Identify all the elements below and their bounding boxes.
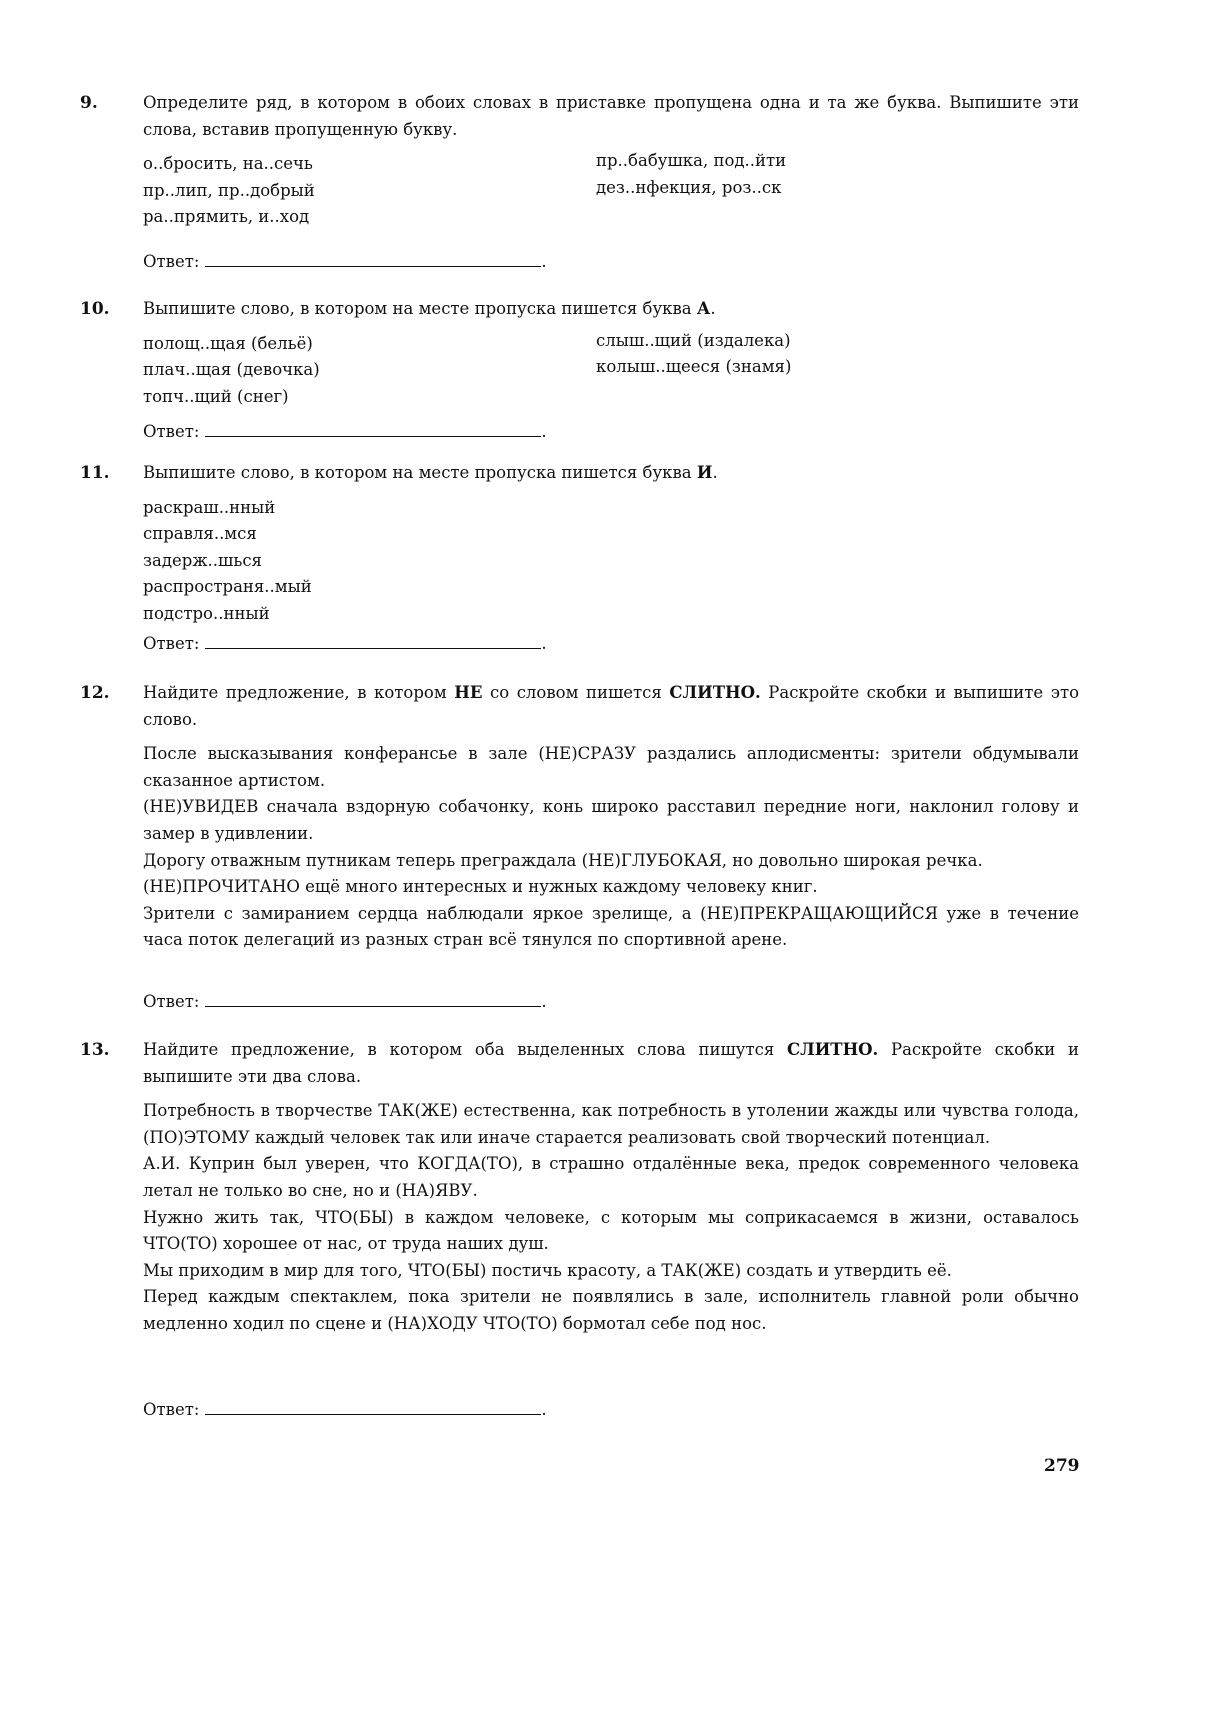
word-option: о..бросить, на..сечь <box>143 154 313 174</box>
answer-label: Ответ: <box>143 252 200 271</box>
answer-field: Ответ: . <box>143 418 547 446</box>
answer-field: Ответ: . <box>143 248 547 276</box>
prompt-text: Выпишите слово, в котором на месте пропуска пишется буква <box>143 463 697 482</box>
sentence-option: После высказывания конферансье в зале (НЕ)СРАЗУ раздались аплодисменты: зрители обдумывали сказанное артистом. <box>143 744 1079 790</box>
prompt-bold: И <box>696 463 713 482</box>
answer-line[interactable] <box>205 630 541 649</box>
word-option: плач..щая (девочка) <box>143 360 320 380</box>
answer-line[interactable] <box>205 1396 541 1415</box>
sentence-option: Зрители с замиранием сердца наблюдали яркое зрелище, а (НЕ)ПРЕКРАЩАЮЩИЙСЯ уже в течение часа поток делегаций из разных стран всё тянулся по спортивной арене. <box>143 903 1079 950</box>
word-column-right <box>596 328 791 381</box>
word-options <box>143 151 1079 231</box>
prompt-text: Найдите предложение, в котором оба выделенных слова пишутся <box>143 1040 787 1059</box>
prompt-text: Найдите предложение, в котором <box>143 683 455 702</box>
sentence-option: (НЕ)УВИДЕВ сначала вздорную собачонку, конь широко расставил передние ноги, наклонил голову и замер в удивлении. <box>143 797 1079 843</box>
word-column-left <box>143 151 315 231</box>
sentence-option: Мы приходим в мир для того, ЧТО(БЫ) постичь красоту, а ТАК(ЖЕ) создать и утвердить её. <box>143 1260 952 1280</box>
word-option: задерж..шься <box>143 550 262 570</box>
word-option: полощ..щая (бельё) <box>143 333 313 353</box>
task-number: 9. <box>80 93 98 113</box>
sentence-option: Потребность в творчестве ТАК(ЖЕ) естественна, как потребность в утолении жажды или чувства голода, (ПО)ЭТОМУ каждый человек так или иначе старается реализовать свой творческий потенциал. <box>143 1101 1079 1147</box>
sentence-options <box>143 741 1079 954</box>
word-column-right <box>596 148 786 201</box>
task-number: 11. <box>80 463 110 483</box>
sentence-option: Дорогу отважным путникам теперь преграждала (НЕ)ГЛУБОКАЯ, но довольно широкая речка. <box>143 850 983 870</box>
word-column-left <box>143 331 320 411</box>
prompt-bold: А <box>696 299 711 318</box>
page-number: 279 <box>1044 1456 1080 1476</box>
answer-line[interactable] <box>205 248 541 267</box>
prompt-text: Раскройте скобки и выпишите это слово. <box>143 683 1080 729</box>
sentence-option: (НЕ)ПРОЧИТАНО ещё много интересных и нужных каждому человеку книг. <box>143 877 818 897</box>
word-option: распространя..мый <box>143 577 312 597</box>
prompt-text: . <box>712 463 718 482</box>
prompt-text: Выпишите слово, в котором на месте пропуска пишется буква <box>143 299 697 318</box>
word-option: колыш..щееся (знамя) <box>596 357 792 377</box>
sentence-options <box>143 1098 1079 1337</box>
word-options <box>143 495 1079 628</box>
answer-label: Ответ: <box>143 1400 200 1419</box>
task-prompt <box>143 296 1079 323</box>
word-option: слыш..щий (издалека) <box>596 330 791 350</box>
sentence-option: Перед каждым спектаклем, пока зрители не появлялись в зале, исполнитель главной роли обычно медленно ходил по сцене и (НА)ХОДУ ЧТО(ТО) бормотал себе под нос. <box>143 1287 1079 1333</box>
word-option: пр..лип, пр..добрый <box>143 180 315 200</box>
word-option: топч..щий (снег) <box>143 386 289 406</box>
word-option: дез..нфекция, роз..ск <box>596 177 782 197</box>
answer-label: Ответ: <box>143 992 200 1011</box>
answer-line[interactable] <box>205 988 541 1007</box>
task-number: 13. <box>80 1040 110 1060</box>
sentence-option: Нужно жить так, ЧТО(БЫ) в каждом человеке, с которым мы соприкасаемся в жизни, оставалось ЧТО(ТО) хорошее от нас, от труда наших душ. <box>143 1207 1079 1254</box>
prompt-text: со словом пишется <box>482 683 670 702</box>
answer-line[interactable] <box>205 418 541 437</box>
word-option: пр..бабушка, под..йти <box>596 151 787 171</box>
answer-field: Ответ: . <box>143 988 547 1016</box>
task-prompt <box>143 460 1079 487</box>
word-option: справля..мся <box>143 524 257 544</box>
task-prompt <box>143 680 1079 733</box>
word-option: раскраш..нный <box>143 497 276 517</box>
sentence-option: А.И. Куприн был уверен, что КОГДА(ТО), в страшно отдалённые века, предок современного человека летал не только во сне, но и (НА)ЯВУ. <box>143 1154 1079 1200</box>
task-prompt <box>143 1037 1079 1090</box>
word-options <box>143 331 1079 411</box>
answer-field: Ответ: . <box>143 1396 547 1424</box>
word-option: ра..прямить, и..ход <box>143 207 310 227</box>
task-number: 10. <box>80 299 110 319</box>
answer-label: Ответ: <box>143 422 200 441</box>
prompt-bold: СЛИТНО. <box>786 1040 879 1059</box>
prompt-bold: НЕ <box>454 683 483 702</box>
answer-field: Ответ: . <box>143 630 547 658</box>
task-prompt: Определите ряд, в котором в обоих словах в приставке пропущена одна и та же буква. Выпишите эти слова, вставив пропущенную букву. <box>143 93 1079 139</box>
word-option: подстро..нный <box>143 603 270 623</box>
answer-label: Ответ: <box>143 634 200 653</box>
prompt-bold: СЛИТНО. <box>669 683 761 702</box>
prompt-text: . <box>710 299 716 318</box>
task-number: 12. <box>80 683 110 703</box>
prompt-text: Раскройте скобки и выпишите эти два слова. <box>143 1040 1080 1086</box>
